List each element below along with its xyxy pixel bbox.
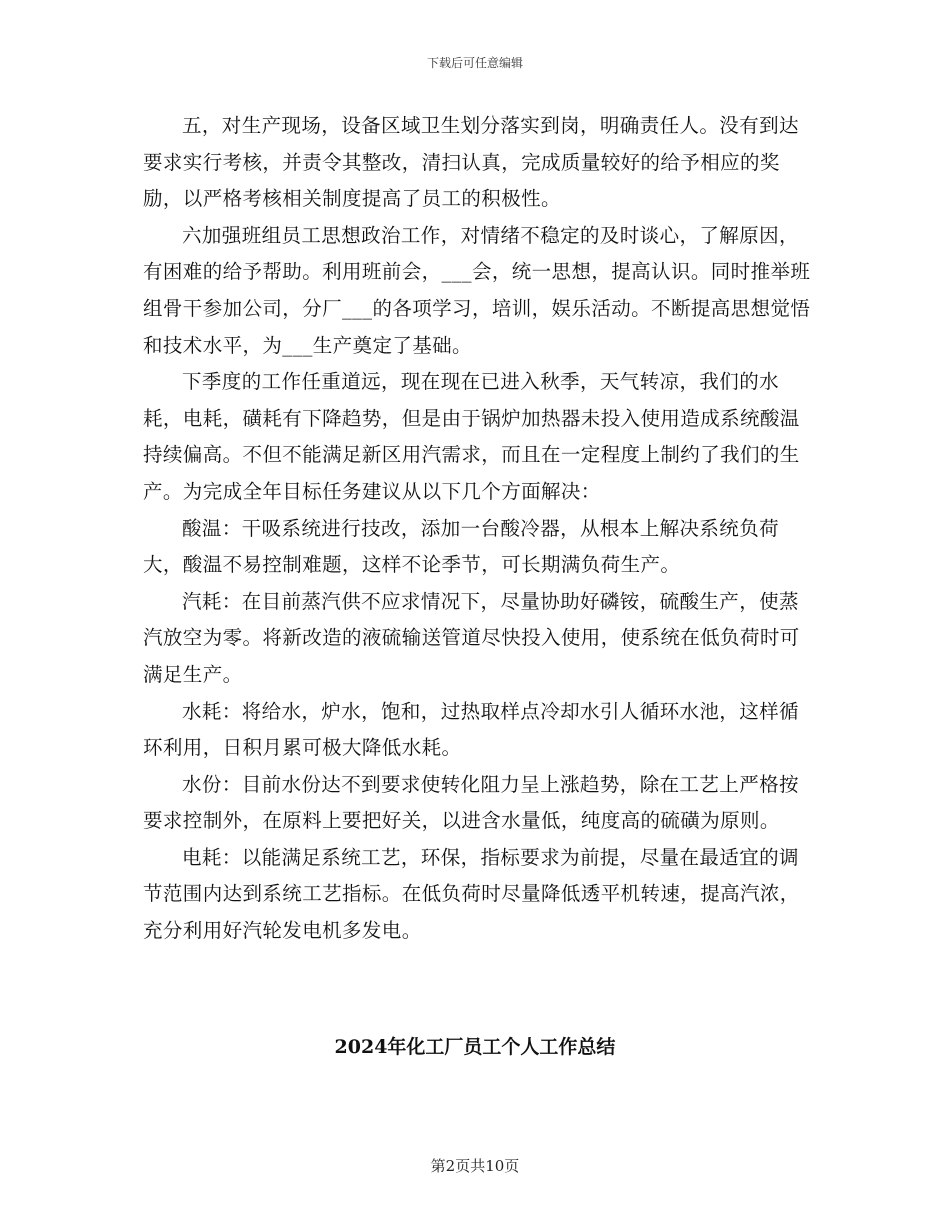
paragraph-power-consumption: 电耗：以能满足系统工艺，环保，指标要求为前提，尽量在最适宜的调节范围内达到系统工艺指标。在低负荷时尽量降低透平机转速，提高汽浓，充分利用好汽轮发电机多发电。	[143, 845, 800, 943]
paragraph-moisture: 水份：目前水份达不到要求使转化阻力呈上涨趋势，除在工艺上严格按要求控制外，在原料上要把好关，以进含水量低，纯度高的硫磺为原则。	[143, 772, 799, 833]
document-body	[143, 108, 815, 950]
page-footer: 第2页共10页	[430, 1157, 520, 1175]
section-title: 2024年化工厂员工个人工作总结	[334, 1036, 616, 1058]
paragraph-next-quarter: 下季度的工作任重道远，现在现在已进入秋季，天气转凉，我们的水耗，电耗，磺耗有下降趋势，但是由于锅炉加热器未投入使用造成系统酸温持续偏高。不但不能满足新区用汽需求，而且在一定程度上制约了我们的生产。为完成全年目标任务建议从以下几个方面解决：	[143, 370, 800, 503]
page-header: 下载后可任意编辑	[426, 56, 523, 70]
paragraph-acid-temperature: 酸温：干吸系统进行技改，添加一台酸冷器，从根本上解决系统负荷大，酸温不易控制难题，这样不论季节，可长期满负荷生产。	[143, 516, 780, 577]
paragraph-five: 五，对生产现场，设备区域卫生划分落实到岗，明确责任人。没有到达要求实行考核，并责令其整改，清扫认真，完成质量较好的给予相应的奖励，以严格考核相关制度提高了员工的积极性。	[143, 114, 799, 211]
paragraph-steam-consumption: 汽耗：在目前蒸汽供不应求情况下，尽量协助好磷铵，硫酸生产，使蒸汽放空为零。将新改造的液硫输送管道尽快投入使用，使系统在低负荷时可满足生产。	[143, 589, 800, 686]
paragraph-water-consumption: 水耗：将给水，炉水，饱和，过热取样点冷却水引人循环水池，这样循环利用，日积月累可极大降低水耗。	[143, 699, 799, 760]
paragraph-six: 六加强班组员工思想政治工作，对情绪不稳定的及时谈心，了解原因，有困难的给予帮助。利用班前会，___会，统一思想，提高认识。同时推举班组骨干参加公司，分厂___的各项学习，培训，娱乐活动。不断提高思想觉悟和技术水平，为___生产奠定了基础。	[143, 223, 811, 357]
